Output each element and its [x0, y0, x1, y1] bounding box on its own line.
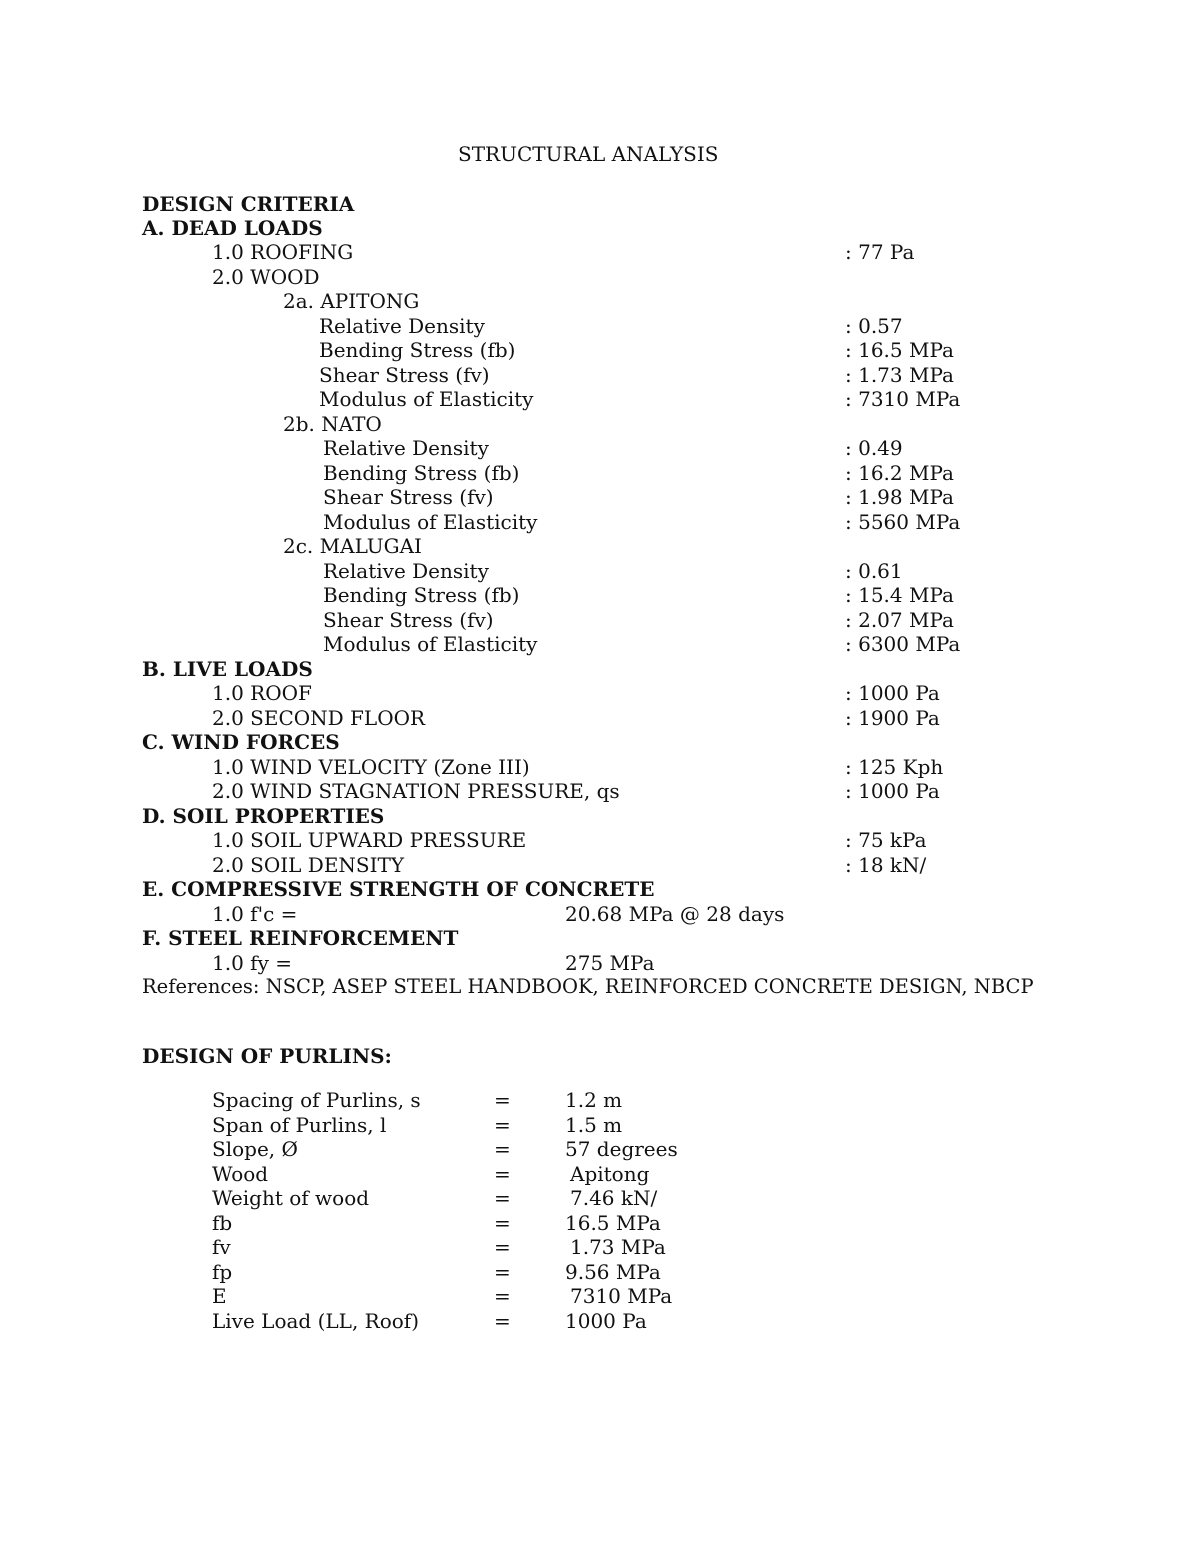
nato-row-value: : 5560 MPa [845, 510, 961, 534]
purlin-row-eq: = [494, 1309, 511, 1333]
purlin-row-value: 1.73 MPa [570, 1235, 666, 1259]
live-loads-heading: B. LIVE LOADS [142, 657, 313, 681]
dead-loads-heading: A. DEAD LOADS [142, 216, 323, 240]
purlin-row-value: 1.2 m [565, 1088, 623, 1112]
roofing-label: 1.0 ROOFING [212, 240, 354, 264]
wind-value: : 1000 Pa [845, 779, 940, 803]
nato-row-label: Modulus of Elasticity [323, 510, 538, 534]
soil-heading: D. SOIL PROPERTIES [142, 804, 385, 828]
apitong-row-label: Bending Stress (fb) [319, 338, 516, 362]
nato-row-label: Shear Stress (fv) [323, 485, 494, 509]
apitong-row-value: : 7310 MPa [845, 387, 961, 411]
purlin-row-label: Wood [212, 1162, 269, 1186]
steel-value: 275 MPa [565, 951, 655, 975]
wind-label: 1.0 WIND VELOCITY (Zone III) [212, 755, 530, 779]
purlin-row-label: Weight of wood [212, 1186, 370, 1210]
nato-row-value: : 0.49 [845, 436, 903, 460]
purlin-row-label: Span of Purlins, l [212, 1113, 387, 1137]
purlin-row-value: 7.46 kN/ [570, 1186, 658, 1210]
apitong-row-value: : 16.5 MPa [845, 338, 954, 362]
purlin-row-value: 16.5 MPa [565, 1211, 661, 1235]
apitong-row-value: : 0.57 [845, 314, 903, 338]
live-load-value: : 1000 Pa [845, 681, 940, 705]
purlin-row-value: 9.56 MPa [565, 1260, 661, 1284]
purlin-row-eq: = [494, 1260, 511, 1284]
apitong-row-label: Relative Density [319, 314, 485, 338]
purlin-row-eq: = [494, 1284, 511, 1308]
purlin-row-eq: = [494, 1235, 511, 1259]
steel-label: 1.0 fy = [212, 951, 292, 975]
nato-row-value: : 1.98 MPa [845, 485, 954, 509]
purlin-row-label: Spacing of Purlins, s [212, 1088, 421, 1112]
wind-forces-heading: C. WIND FORCES [142, 730, 340, 754]
soil-value: : 18 kN/ [845, 853, 927, 877]
concrete-label: 1.0 f'c = [212, 902, 298, 926]
purlins-heading: DESIGN OF PURLINS: [142, 1044, 392, 1068]
live-load-label: 1.0 ROOF [212, 681, 312, 705]
soil-label: 2.0 SOIL DENSITY [212, 853, 405, 877]
purlin-row-eq: = [494, 1186, 511, 1210]
purlin-row-label: E [212, 1284, 227, 1308]
apitong-row-label: Shear Stress (fv) [319, 363, 490, 387]
purlin-row-label: Live Load (LL, Roof) [212, 1309, 420, 1333]
malugai-row-label: Relative Density [323, 559, 489, 583]
malugai-row-value: : 0.61 [845, 559, 903, 583]
page-title: STRUCTURAL ANALYSIS [458, 142, 719, 166]
apitong-row-value: : 1.73 MPa [845, 363, 954, 387]
purlin-row-label: fv [212, 1235, 231, 1259]
steel-heading: F. STEEL REINFORCEMENT [142, 926, 459, 950]
concrete-heading: E. COMPRESSIVE STRENGTH OF CONCRETE [142, 877, 655, 901]
purlin-row-eq: = [494, 1211, 511, 1235]
wind-value: : 125 Kph [845, 755, 944, 779]
design-criteria-heading: DESIGN CRITERIA [142, 192, 355, 216]
roofing-value: : 77 Pa [845, 240, 915, 264]
purlin-row-label: fb [212, 1211, 233, 1235]
nato-row-value: : 16.2 MPa [845, 461, 954, 485]
purlin-row-label: Slope, Ø [212, 1137, 298, 1161]
wind-label: 2.0 WIND STAGNATION PRESSURE, qs [212, 779, 620, 803]
malugai-row-label: Bending Stress (fb) [323, 583, 520, 607]
purlin-row-value: 1.5 m [565, 1113, 623, 1137]
nato-row-label: Bending Stress (fb) [323, 461, 520, 485]
concrete-value: 20.68 MPa @ 28 days [565, 902, 785, 926]
malugai-row-label: Shear Stress (fv) [323, 608, 494, 632]
nato-row-label: Relative Density [323, 436, 489, 460]
soil-value: : 75 kPa [845, 828, 927, 852]
purlin-row-value: 7310 MPa [570, 1284, 673, 1308]
purlin-row-eq: = [494, 1113, 511, 1137]
live-load-value: : 1900 Pa [845, 706, 940, 730]
malugai-row-value: : 2.07 MPa [845, 608, 954, 632]
malugai-label: 2c. MALUGAI [283, 534, 422, 558]
malugai-row-value: : 15.4 MPa [845, 583, 954, 607]
soil-label: 1.0 SOIL UPWARD PRESSURE [212, 828, 527, 852]
apitong-row-label: Modulus of Elasticity [319, 387, 534, 411]
purlin-row-eq: = [494, 1162, 511, 1186]
nato-label: 2b. NATO [283, 412, 382, 436]
purlin-row-label: fp [212, 1260, 233, 1284]
live-load-label: 2.0 SECOND FLOOR [212, 706, 426, 730]
wood-label: 2.0 WOOD [212, 265, 320, 289]
purlin-row-value: Apitong [570, 1162, 650, 1186]
apitong-label: 2a. APITONG [283, 289, 420, 313]
purlin-row-eq: = [494, 1088, 511, 1112]
purlin-row-value: 57 degrees [565, 1137, 678, 1161]
purlin-row-eq: = [494, 1137, 511, 1161]
malugai-row-label: Modulus of Elasticity [323, 632, 538, 656]
purlin-row-value: 1000 Pa [565, 1309, 647, 1333]
malugai-row-value: : 6300 MPa [845, 632, 961, 656]
references-line: References: NSCP, ASEP STEEL HANDBOOK, REINFORCED CONCRETE DESIGN, NBCP [142, 975, 1034, 998]
